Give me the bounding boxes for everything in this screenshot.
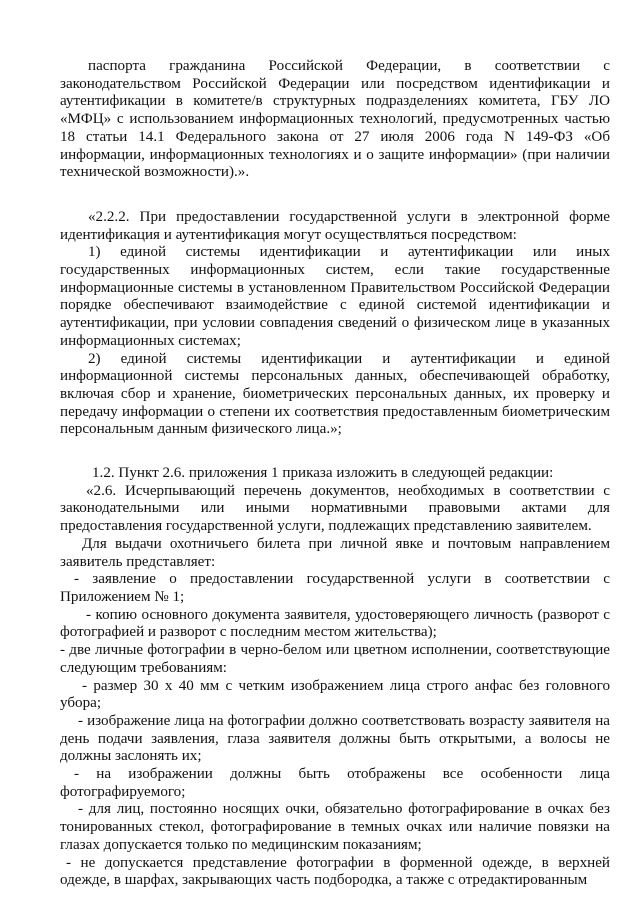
paragraph-2-6-intro: «2.6. Исчерпывающий перечень документов, необходимых в соответствии с законодательными или иными нормативными правовыми актами для предоставления государственной услуги, подлежащих представлению заявителем. [60, 482, 610, 535]
list-item-identity-copy: - копию основного документа заявителя, удостоверяющего личность (разворот с фотографией и разворот с последним местом жительства); [60, 606, 610, 641]
paragraph-gap [60, 439, 610, 465]
paragraph-1-2-heading: 1.2. Пункт 2.6. приложения 1 приказа изложить в следующей редакции: [92, 465, 554, 482]
list-item-application: - заявление о предоставлении государственной услуги в соответствии с Приложением № 1; [60, 571, 610, 605]
paragraph-2-2-2-item-2: 2) единой системы идентификации и аутентификации и единой информационной системы персональных данных, обеспечивающей обработку, включая сбор и хранение, биометрических персональных данных, их проверку и передачу информации о степени их соответствия предоставленным биометрическим персональным данным физического лица.»; [60, 350, 610, 438]
paragraph-2-2-2-item-1: 1) единой системы идентификации и аутентификации или иных государственных информационных систем, если такие государственные информационные системы в установленном Правительством Российской Федерации порядке обеспечивают взаимодействие с единой системой идентификации и аутентификации, при условии совпадения сведений о физическом лице в указанных информационных системах; [60, 244, 610, 349]
list-item-photo-glasses: - для лиц, постоянно носящих очки, обязательно фотографирование в очках без тонированных стекол, фотографирование в темных очках или наличие повязки на глазах допускается только по медицинским показаниям; [60, 801, 610, 853]
list-item-photographs: - две личные фотографии в черно-белом или цветном исполнении, соответствующие следующим требованиям: [60, 642, 610, 676]
paragraph-2-2-2-intro: «2.2.2. При предоставлении государственной услуги в электронной форме идентификация и аутентификация могут осуществляться посредством: [60, 208, 610, 243]
paragraph-gap [60, 182, 610, 209]
list-item-photo-size: - размер 30 х 40 мм с четким изображением лица строго анфас без головного убора; [60, 677, 610, 712]
list-item-photo-clothing: - не допускается представление фотографии в форменной одежде, в верхней одежде, в шарфах, закрывающих часть подбородка, а также с отредактированным [60, 854, 610, 889]
list-item-photo-age: - изображение лица на фотографии должно соответствовать возрасту заявителя на день подачи заявления, глаза заявителя должны быть открытыми, а волосы не должны заслонять их; [60, 712, 610, 765]
paragraph-passport-continuation: паспорта гражданина Российской Федерации, в соответствии с законодательством Российской Федерации или посредством идентификации и аутентификации в комитете/в структурных подразделениях комитета, ГБУ ЛО «МФЦ» с использованием информационных технологий, предусмотренных частью 18 статьи 14.1 Федерального закона от 27 июля 2006 года N 149-ФЗ «Об информации, информационных технологиях и о защите информации» (при наличии технической возможности).». [60, 58, 610, 181]
list-item-photo-features: - на изображении должны быть отображены все особенности лица фотографируемого; [60, 766, 610, 800]
paragraph-hunting-ticket: Для выдачи охотничьего билета при личной явке и почтовым направлением заявитель представляет: [60, 535, 610, 570]
